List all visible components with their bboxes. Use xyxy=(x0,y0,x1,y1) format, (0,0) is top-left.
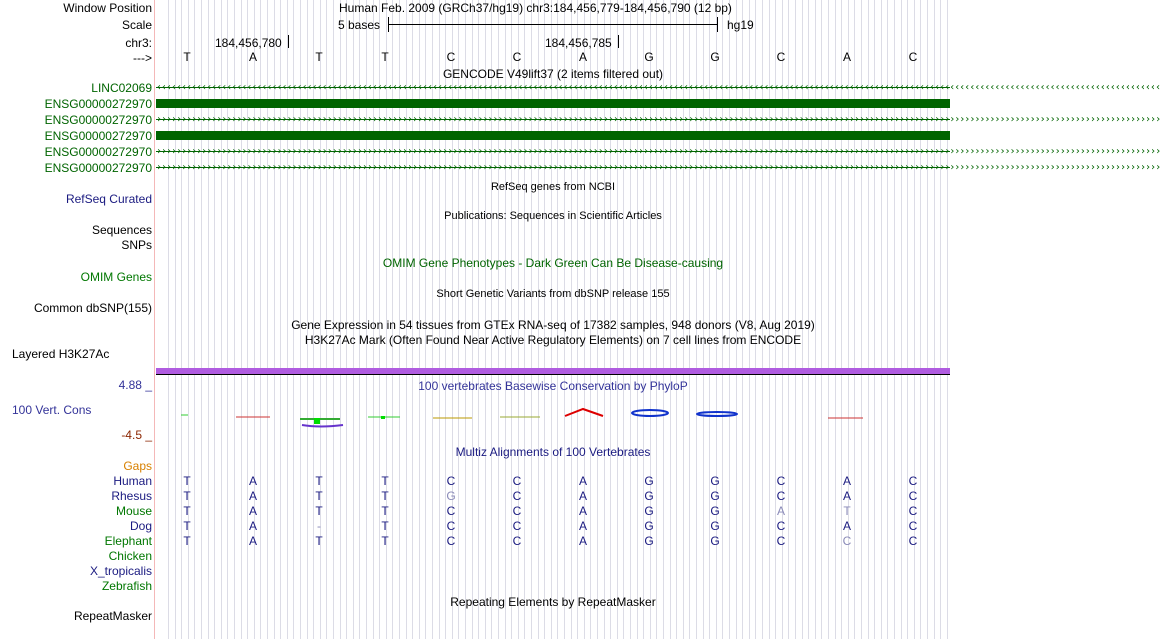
alignment-base: C xyxy=(512,474,522,488)
omim-track-title[interactable]: OMIM Gene Phenotypes - Dark Green Can Be Disease-causing xyxy=(382,256,724,270)
chrom-label: chr3: xyxy=(125,36,152,50)
species-label[interactable]: Zebrafish xyxy=(101,579,152,593)
species-label[interactable]: X_tropicalis xyxy=(89,564,152,578)
refseq-track-label[interactable]: RefSeq Curated xyxy=(65,192,152,206)
alignment-base: T xyxy=(315,504,323,518)
alignment-base: C xyxy=(512,489,522,503)
dbsnp-track-label[interactable]: Common dbSNP(155) xyxy=(33,301,152,315)
species-label[interactable]: Mouse xyxy=(115,504,152,518)
snps-track-label[interactable]: SNPs xyxy=(121,238,152,252)
alignment-base: T xyxy=(183,489,191,503)
phylop-bar xyxy=(381,416,385,419)
alignment-base: T xyxy=(183,534,191,548)
alignment-base: A xyxy=(578,489,587,503)
scale-value: 5 bases xyxy=(338,18,381,32)
alignment-base: A xyxy=(578,534,587,548)
repeatmasker-track-title[interactable]: Repeating Elements by RepeatMasker xyxy=(450,595,656,609)
alignment-base: T xyxy=(381,504,389,518)
sequence-base: C xyxy=(446,50,456,64)
alignment-base: A xyxy=(842,474,851,488)
scale-bar-right-tick xyxy=(717,17,718,32)
alignment-base: T xyxy=(315,474,323,488)
alignment-base: T xyxy=(381,489,389,503)
gencode-item-label[interactable]: LINC02069 xyxy=(91,81,152,95)
refseq-track-title[interactable]: RefSeq genes from NCBI xyxy=(490,181,616,193)
gencode-gene-chevrons[interactable]: ›››››››››››››››››››››››››››››››››››››››››››››››››››››››››››››››››››››››››››››››››››››››››››››››››››››››››››››››››››››››››››››››››››››››››››››››››››››››››››››››››››››››››››››››››››››››››››››››››››››››› xyxy=(156,146,1160,157)
phylop-logo-g xyxy=(697,412,737,416)
alignment-base: C xyxy=(446,474,456,488)
alignment-base: A xyxy=(248,534,257,548)
scale-label: Scale xyxy=(121,18,152,32)
coord-label-2: 184,456,785 xyxy=(545,36,612,50)
alignment-base: A xyxy=(842,489,851,503)
gencode-item-label[interactable]: ENSG00000272970 xyxy=(44,161,152,175)
alignment-base: T xyxy=(183,474,191,488)
scale-bar-left-tick xyxy=(388,17,389,32)
coord-tick-1 xyxy=(288,35,289,48)
sequence-base: T xyxy=(315,50,323,64)
omim-track-label[interactable]: OMIM Genes xyxy=(80,270,152,284)
scale-assembly: hg19 xyxy=(727,18,754,32)
gencode-item-label[interactable]: ENSG00000272970 xyxy=(44,145,152,159)
alignment-base: C xyxy=(776,474,786,488)
phylop-track-label[interactable]: 100 Vert. Cons xyxy=(12,403,92,417)
gencode-track-title[interactable]: GENCODE V49lift37 (2 items filtered out) xyxy=(442,67,664,81)
sequence-base: C xyxy=(512,50,522,64)
alignment-base: T xyxy=(315,489,323,503)
h3k27ac-track-label[interactable]: Layered H3K27Ac xyxy=(12,347,110,361)
alignment-base: G xyxy=(710,474,720,488)
gencode-item-label[interactable]: ENSG00000272970 xyxy=(44,113,152,127)
alignment-base: C xyxy=(908,489,918,503)
alignment-base: T xyxy=(183,519,191,533)
sequence-base: G xyxy=(644,50,654,64)
alignment-base: C xyxy=(908,504,918,518)
alignment-base: C xyxy=(842,534,852,548)
gencode-gene-chevrons[interactable]: ›››››››››››››››››››››››››››››››››››››››››››››››››››››››››››››››››››››››››››››››››››››››››››››››››››››››››››››››››››››››››››››››››››››››››››››››››››››››››››››››››››››››››››››››››››››››››››››››››››››››› xyxy=(156,114,1160,125)
alignment-base: C xyxy=(908,534,918,548)
alignment-base: G xyxy=(644,504,654,518)
multiz-track-title[interactable]: Multiz Alignments of 100 Vertebrates xyxy=(455,445,651,459)
alignment-base: A xyxy=(776,504,785,518)
species-label[interactable]: Human xyxy=(113,474,152,488)
alignment-base: T xyxy=(843,504,851,518)
alignment-base: G xyxy=(710,534,720,548)
alignment-base: C xyxy=(776,489,786,503)
alignment-base: G xyxy=(710,519,720,533)
alignment-base: G xyxy=(644,534,654,548)
alignment-base: G xyxy=(446,489,456,503)
gencode-gene-chevrons[interactable]: ‹‹‹‹‹‹‹‹‹‹‹‹‹‹‹‹‹‹‹‹‹‹‹‹‹‹‹‹‹‹‹‹‹‹‹‹‹‹‹‹‹‹‹‹‹‹‹‹‹‹‹‹‹‹‹‹‹‹‹‹‹‹‹‹‹‹‹‹‹‹‹‹‹‹‹‹‹‹‹‹‹‹‹‹‹‹‹‹‹‹‹‹‹‹‹‹‹‹‹‹‹‹‹‹‹‹‹‹‹‹‹‹‹‹‹‹‹‹‹‹‹‹‹‹‹‹‹‹‹‹‹‹‹‹‹‹‹‹‹‹‹‹‹‹‹‹‹‹‹‹‹‹‹‹‹‹‹‹‹‹‹‹‹‹‹‹‹‹‹‹‹‹‹‹‹‹‹‹‹‹‹‹‹‹‹‹‹‹‹‹‹‹‹‹‹‹‹‹‹‹ xyxy=(156,82,1160,93)
phylop-logo-g xyxy=(632,410,668,416)
phylop-logo-t xyxy=(302,425,343,427)
sequence-base: A xyxy=(248,50,257,64)
h3k27ac-track-title[interactable]: H3K27Ac Mark (Often Found Near Active Regulatory Elements) on 7 cell lines from ENCODE xyxy=(304,333,802,347)
alignment-base: C xyxy=(776,534,786,548)
species-label[interactable]: Chicken xyxy=(108,549,152,563)
dbsnp-track-title[interactable]: Short Genetic Variants from dbSNP release 155 xyxy=(436,288,670,300)
gencode-gene-bar[interactable] xyxy=(156,99,950,108)
phylop-signal xyxy=(0,405,950,429)
gencode-gene-bar[interactable] xyxy=(156,131,950,140)
alignment-base: T xyxy=(381,519,389,533)
alignment-base: T xyxy=(183,504,191,518)
strand-label: ---> xyxy=(133,51,152,65)
alignment-base: C xyxy=(512,534,522,548)
gencode-gene-chevrons[interactable]: ›››››››››››››››››››››››››››››››››››››››››››››››››››››››››››››››››››››››››››››››››››››››››››››››››››››››››››››››››››››››››››››››››››››››››››››››››››››››››››››››››››››››››››››››››››››››››››››››››››››››› xyxy=(156,162,1160,173)
alignment-base: G xyxy=(644,519,654,533)
h3k27ac-baseline xyxy=(156,374,950,375)
alignment-base: T xyxy=(381,474,389,488)
coord-label-1: 184,456,780 xyxy=(215,36,282,50)
species-label[interactable]: Dog xyxy=(129,519,152,533)
phylop-min-label: -4.5 _ xyxy=(121,428,152,442)
sequence-base: A xyxy=(578,50,587,64)
gtex-track-title[interactable]: Gene Expression in 54 tissues from GTEx RNA-seq of 17382 samples, 948 donors (V8, Aug 2019) xyxy=(291,318,815,332)
alignment-base: G xyxy=(710,504,720,518)
phylop-track-title[interactable]: 100 vertebrates Basewise Conservation by PhyloP xyxy=(418,379,688,393)
alignment-base: A xyxy=(248,489,257,503)
alignment-base: A xyxy=(578,519,587,533)
alignment-base: C xyxy=(512,504,522,518)
publications-track-title[interactable]: Publications: Sequences in Scientific Articles xyxy=(444,210,662,222)
alignment-base: A xyxy=(842,519,851,533)
alignment-base: A xyxy=(248,504,257,518)
alignment-base: A xyxy=(248,519,257,533)
alignment-base: C xyxy=(908,474,918,488)
sequence-base: C xyxy=(776,50,786,64)
window-position-value: Human Feb. 2009 (GRCh37/hg19) chr3:184,456,779-184,456,790 (12 bp) xyxy=(339,1,732,15)
gaps-label[interactable]: Gaps xyxy=(123,459,152,473)
species-label[interactable]: Rhesus xyxy=(111,489,152,503)
coord-tick-2 xyxy=(618,35,619,48)
gencode-item-label[interactable]: ENSG00000272970 xyxy=(44,129,152,143)
alignment-base: G xyxy=(644,474,654,488)
sequence-base: T xyxy=(183,50,191,64)
alignment-base: A xyxy=(578,504,587,518)
species-label[interactable]: Elephant xyxy=(104,534,152,548)
sequences-track-label[interactable]: Sequences xyxy=(91,223,152,237)
repeatmasker-track-label[interactable]: RepeatMasker xyxy=(73,609,152,623)
alignment-base: C xyxy=(446,519,456,533)
sequence-base: A xyxy=(842,50,851,64)
alignment-base: T xyxy=(381,534,389,548)
label-divider xyxy=(154,0,155,639)
alignment-base: T xyxy=(315,534,323,548)
alignment-base: A xyxy=(248,474,257,488)
scale-bar xyxy=(388,24,718,25)
alignment-base: A xyxy=(578,474,587,488)
sequence-base: G xyxy=(710,50,720,64)
alignment-base: C xyxy=(446,504,456,518)
alignment-base: G xyxy=(710,489,720,503)
alignment-base: C xyxy=(446,534,456,548)
phylop-logo-a xyxy=(565,409,603,416)
alignment-base: G xyxy=(644,489,654,503)
phylop-bar xyxy=(314,418,320,424)
sequence-base: C xyxy=(908,50,918,64)
alignment-base: - xyxy=(317,519,321,533)
alignment-base: C xyxy=(512,519,522,533)
sequence-base: T xyxy=(381,50,389,64)
alignment-base: C xyxy=(776,519,786,533)
window-position-label: Window Position xyxy=(63,1,152,15)
alignment-base: C xyxy=(908,519,918,533)
gencode-item-label[interactable]: ENSG00000272970 xyxy=(44,97,152,111)
phylop-max-label: 4.88 _ xyxy=(118,378,152,392)
